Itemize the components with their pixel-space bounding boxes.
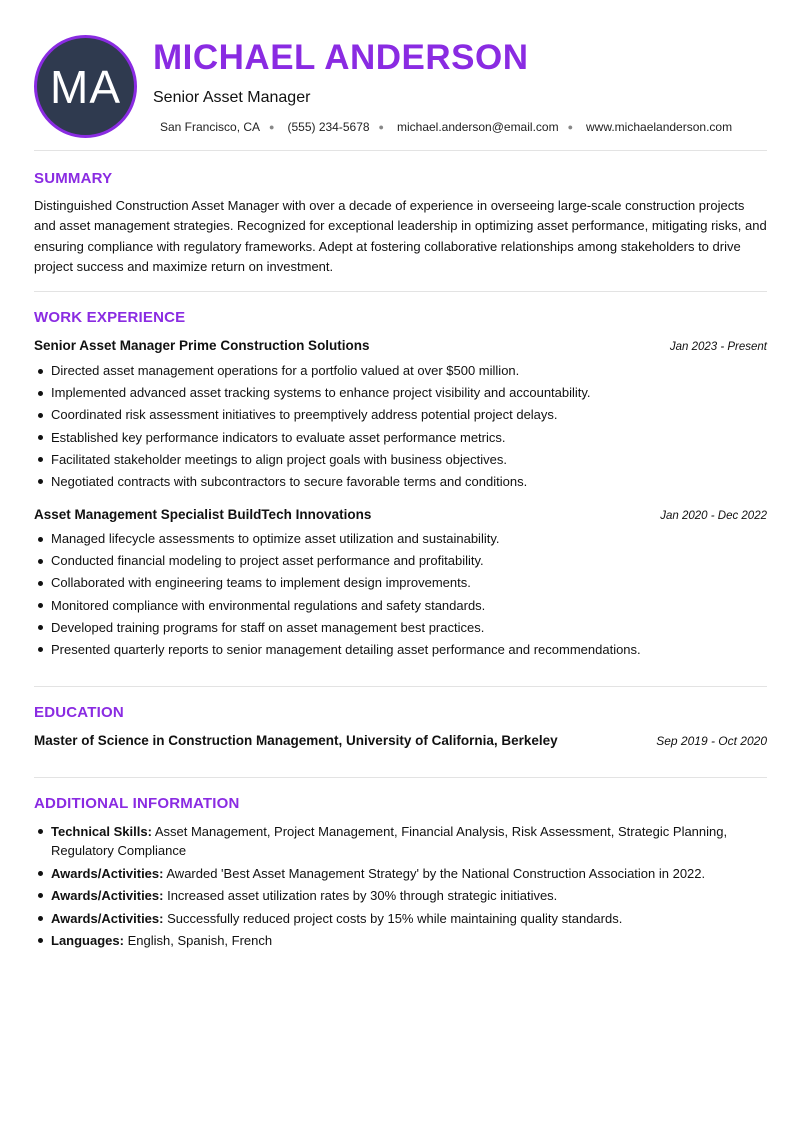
contact-website[interactable]: www.michaelanderson.com bbox=[586, 120, 733, 134]
job-header bbox=[34, 338, 767, 353]
item-label: Awards/Activities: bbox=[51, 865, 164, 881]
list-item: Negotiated contracts with subcontractors to secure favorable terms and conditions. bbox=[34, 473, 767, 495]
item-label: Languages: bbox=[51, 933, 124, 948]
degree-title: Master of Science in Construction Management, University of California, Berkeley bbox=[34, 733, 558, 748]
list-item bbox=[34, 822, 767, 860]
job-dates: Jan 2023 - Present bbox=[669, 341, 767, 353]
list-item: Facilitated stakeholder meetings to align project goals with business objectives. bbox=[34, 451, 767, 473]
summary-text: Distinguished Construction Asset Manager with over a decade of experience in overseeing large-scale construction projects and asset management strategies. Recognized for exceptional leadership in optimizing asset performance, mitigating risks, and ensuring compliance with regulatory frameworks. Adept at fostering collaborative relationships among stakeholders to drive project success and maximize return on investment. bbox=[34, 198, 767, 274]
item-label: Technical Skills: bbox=[51, 824, 152, 839]
item-text: Awarded 'Best Asset Management Strategy' by the National Construction Association in 2022. bbox=[166, 865, 706, 881]
list-item: Managed lifecycle assessments to optimize asset utilization and sustainability. bbox=[34, 530, 767, 552]
list-item bbox=[34, 931, 767, 950]
item-text: Increased asset utilization rates by 30% through strategic initiatives. bbox=[167, 888, 558, 903]
candidate-role: Senior Asset Manager bbox=[153, 89, 311, 106]
item-text: Successfully reduced project costs by 15% while maintaining quality standards. bbox=[167, 910, 623, 926]
item-text: English, Spanish, French bbox=[127, 933, 273, 948]
additional-info-list bbox=[34, 822, 767, 954]
job-title: Asset Management Specialist BuildTech Innovations bbox=[34, 507, 372, 522]
job-title: Senior Asset Manager Prime Construction Solutions bbox=[34, 338, 370, 353]
work-experience-heading: WORK EXPERIENCE bbox=[34, 309, 186, 326]
candidate-name: MICHAEL ANDERSON bbox=[153, 38, 529, 77]
bullet-separator-icon: ● bbox=[567, 122, 574, 132]
bullet-separator-icon: ● bbox=[378, 122, 384, 132]
list-item: Conducted financial modeling to project asset performance and profitability. bbox=[34, 552, 767, 574]
item-text: Asset Management, Project Management, Financial Analysis, Risk Assessment, Strategic Planning, Regulatory Compliance bbox=[51, 824, 728, 858]
list-item: Presented quarterly reports to senior management detailing asset performance and recommendations. bbox=[34, 641, 767, 663]
summary-heading: SUMMARY bbox=[34, 170, 113, 187]
job-dates: Jan 2020 - Dec 2022 bbox=[660, 510, 767, 522]
list-item: Established key performance indicators to evaluate asset performance metrics. bbox=[34, 429, 767, 451]
list-item: Coordinated risk assessment initiatives to preemptively address potential project delays. bbox=[34, 406, 767, 428]
item-label: Awards/Activities: bbox=[51, 888, 164, 903]
section-divider bbox=[34, 686, 767, 687]
job-header bbox=[34, 507, 767, 522]
contact-location: San Francisco, CA bbox=[160, 120, 261, 134]
list-item: Monitored compliance with environmental regulations and safety standards. bbox=[34, 597, 767, 619]
contact-line bbox=[160, 120, 732, 134]
section-divider bbox=[34, 150, 767, 151]
section-divider bbox=[34, 291, 767, 292]
job-bullets bbox=[34, 362, 767, 495]
education-dates: Sep 2019 - Oct 2020 bbox=[656, 734, 767, 748]
additional-info-heading: ADDITIONAL INFORMATION bbox=[34, 795, 240, 812]
bullet-separator-icon: ● bbox=[269, 122, 275, 132]
job-bullets bbox=[34, 530, 767, 663]
list-item: Developed training programs for staff on asset management best practices. bbox=[34, 619, 767, 641]
contact-email[interactable]: michael.anderson@email.com bbox=[396, 120, 559, 134]
education-entry bbox=[34, 733, 767, 748]
avatar bbox=[34, 35, 137, 138]
avatar-initials: MA bbox=[50, 60, 121, 113]
list-item: Collaborated with engineering teams to implement design improvements. bbox=[34, 574, 767, 596]
list-item: Directed asset management operations for a portfolio valued at over $500 million. bbox=[34, 362, 767, 384]
list-item: Implemented advanced asset tracking systems to enhance project visibility and accountability. bbox=[34, 384, 767, 406]
list-item bbox=[34, 864, 767, 883]
contact-phone: (555) 234-5678 bbox=[287, 120, 370, 134]
section-divider bbox=[34, 777, 767, 778]
education-heading: EDUCATION bbox=[34, 704, 124, 721]
list-item bbox=[34, 886, 767, 905]
list-item bbox=[34, 909, 767, 928]
item-label: Awards/Activities: bbox=[51, 910, 164, 926]
